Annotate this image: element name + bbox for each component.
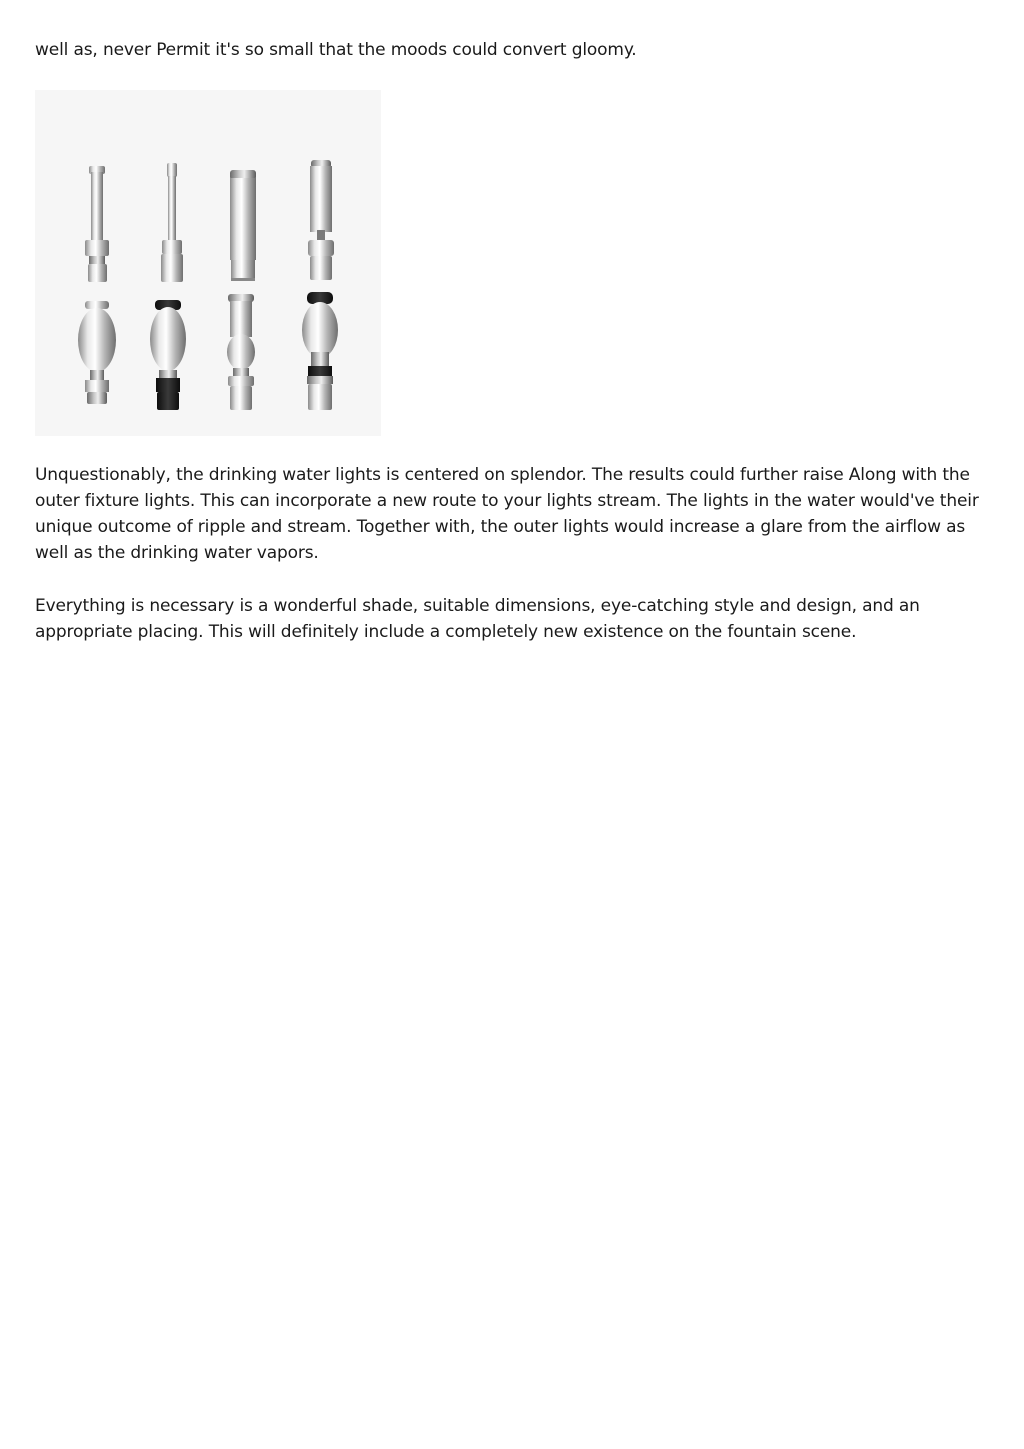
fountain-nozzles-image (35, 90, 381, 436)
document-page (35, 37, 985, 645)
intro-paragraph: well as, never Permit it's so small that the moods could convert gloomy. (35, 40, 637, 60)
nozzle-5 (78, 301, 116, 404)
nozzle-6 (150, 300, 186, 410)
paragraph-lights: Unquestionably, the drinking water lights is centered on splendor. The results could further raise Along with the outer fixture lights. This can incorporate a new route to your lights stream. The lights in the water would've their unique outcome of ripple and stream. Together with, the outer lights would increase a glare from the airflow as well as the drinking water vapors. (35, 465, 979, 563)
nozzle-2 (161, 163, 183, 282)
paragraph-conclusion: Everything is necessary is a wonderful shade, suitable dimensions, eye-catching style and design, and an appropriate placing. This will definitely include a completely new existence on the fountain scene. (35, 596, 920, 642)
nozzle-3 (230, 170, 256, 281)
nozzle-7 (227, 294, 255, 410)
nozzle-1 (85, 166, 109, 282)
nozzle-4 (308, 160, 334, 280)
nozzle-8 (302, 292, 338, 410)
